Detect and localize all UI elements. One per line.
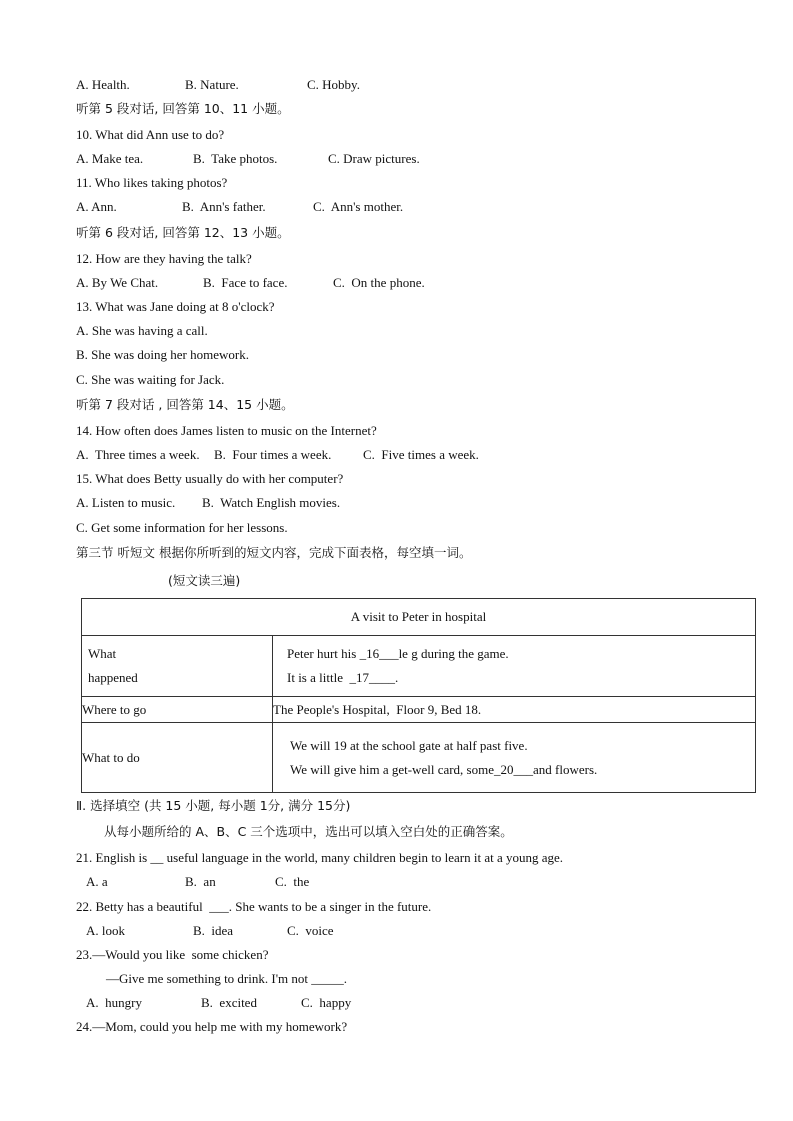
question-10: 10. What did Ann use to do? (76, 127, 225, 142)
q15-option-a: A. Listen to music. (76, 495, 176, 510)
q12-option-b: B. Face to face. (203, 275, 288, 290)
part2-instruction: 从每小题所给的 A、B、C 三个选项中，选出可以填入空白处的正确答案。 (104, 824, 513, 839)
question-11: 11. Who likes taking photos? (76, 175, 228, 190)
q9-option-a: A. Health. (76, 77, 130, 92)
row-label-line: happened (88, 670, 138, 685)
q9-option-b: B. Nature. (185, 77, 239, 92)
section5-heading: 听第 5 段对话, 回答第 10、11 小题。 (76, 101, 290, 116)
row-label-line: What (88, 646, 117, 661)
fill-in-table (81, 598, 756, 793)
q23-option-c: C. happy (301, 995, 352, 1010)
question-12: 12. How are they having the talk? (76, 251, 252, 266)
table-row-label (82, 697, 273, 723)
row-label-line: What to do (82, 749, 140, 765)
table-row (82, 723, 756, 793)
q15-option-c: C. Get some information for her lessons. (76, 520, 288, 535)
q12-option-a: A. By We Chat. (76, 275, 159, 290)
table-row-content (273, 697, 756, 723)
table-row (82, 636, 756, 697)
q21-option-a: A. a (86, 874, 108, 889)
q10-option-b: B. Take photos. (193, 151, 278, 166)
location-line: The People's Hospital, Floor 9, Bed 18. (273, 701, 482, 717)
table-row-label (82, 723, 273, 793)
section7-heading: 听第 7 段对话 , 回答第 14、15 小题。 (76, 397, 294, 412)
q11-option-c: C. Ann's mother. (313, 199, 404, 214)
q23-option-b: B. excited (201, 995, 257, 1010)
question-14: 14. How often does James listen to music on the Internet? (76, 423, 377, 438)
question-21: 21. English is __ useful language in the world, many children begin to learn it at a young age. (76, 850, 564, 865)
q10-option-a: A. Make tea. (76, 151, 144, 166)
table-row-label (82, 636, 273, 697)
q11-option-b: B. Ann's father. (182, 199, 266, 214)
table-title: A visit to Peter in hospital (82, 599, 756, 636)
blank-20-line: We will give him a get-well card, some_20___and flowers. (290, 761, 598, 777)
table-row-content (273, 723, 756, 793)
question-22: 22. Betty has a beautiful ___. She wants to be a singer in the future. (76, 899, 432, 914)
q22-option-c: C. voice (287, 923, 334, 938)
question-24: 24.—Mom, could you help me with my homework? (76, 1019, 348, 1034)
q21-option-b: B. an (185, 874, 216, 889)
q14-option-a: A. Three times a week. (76, 447, 200, 462)
q15-option-b: B. Watch English movies. (202, 495, 341, 510)
question-13: 13. What was Jane doing at 8 o'clock? (76, 299, 275, 314)
q12-option-c: C. On the phone. (333, 275, 425, 290)
q22-option-b: B. idea (193, 923, 234, 938)
q11-option-a: A. Ann. (76, 199, 117, 214)
q14-option-b: B. Four times a week. (214, 447, 332, 462)
part3-heading: 第三节 听短文 根据你所听到的短文内容，完成下面表格，每空填一词。 (76, 545, 472, 560)
q9-option-c: C. Hobby. (307, 77, 360, 92)
row-label-line: Where to go (82, 701, 147, 717)
part3-note: (短文读三遍) (168, 573, 241, 588)
q21-option-c: C. the (275, 874, 310, 889)
q14-option-c: C. Five times a week. (363, 447, 479, 462)
q10-option-c: C. Draw pictures. (328, 151, 420, 166)
table-row-content (273, 636, 756, 697)
q13-option-b: B. She was doing her homework. (76, 347, 249, 362)
question-23: 23.—Would you like some chicken? (76, 947, 269, 962)
table-row (82, 697, 756, 723)
blank-16-line: Peter hurt his _16___le g during the game. (287, 646, 509, 661)
q23-reply: —Give me something to drink. I'm not _____. (106, 971, 348, 986)
q13-option-a: A. She was having a call. (76, 323, 208, 338)
blank-19-line: We will 19 at the school gate at half past five. (290, 737, 528, 753)
section6-heading: 听第 6 段对话, 回答第 12、13 小题。 (76, 225, 290, 240)
part2-heading: Ⅱ. 选择填空 (共 15 小题, 每小题 1分, 满分 15分) (76, 798, 351, 813)
blank-17-line: It is a little _17____. (287, 670, 399, 685)
q23-option-a: A. hungry (86, 995, 142, 1010)
q13-option-c: C. She was waiting for Jack. (76, 372, 225, 387)
q22-option-a: A. look (86, 923, 125, 938)
question-15: 15. What does Betty usually do with her computer? (76, 471, 344, 486)
